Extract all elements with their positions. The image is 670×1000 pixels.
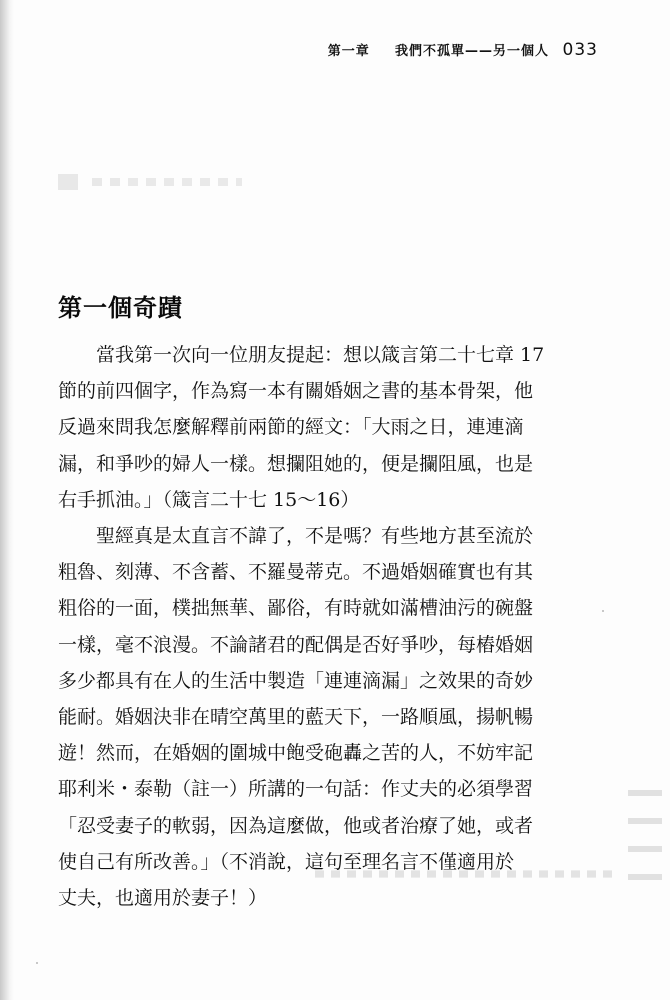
section-heading: 第一個奇蹟 — [58, 293, 183, 322]
text-line: 節的前四個字，作為寫一本有關婚姻之書的基本骨架，他 — [58, 380, 534, 403]
text-line: 反過來問我怎麼解釋前兩節的經文：「大雨之日，連連滴 — [58, 416, 524, 439]
bleed-through-right — [628, 790, 662, 880]
bleed-through-mark — [58, 174, 78, 190]
text-line: 使自己有所改善。」（不消說，這句至理名言不僅適用於 — [58, 850, 515, 873]
body-text — [58, 337, 553, 916]
text-line: 耶利米・泰勒（註一）所講的一句話：作丈夫的必須學習 — [58, 778, 534, 801]
text-line: 粗俗的一面，樸拙無華、鄙俗，有時就如滿槽油污的碗盤 — [58, 597, 534, 620]
running-header — [328, 40, 598, 60]
scan-speck — [602, 610, 604, 612]
paragraph-2 — [58, 518, 553, 916]
header-title: 我們不孤單——另一個人 — [394, 44, 549, 59]
text-line: 「忍受妻子的軟弱，因為這麼做，他或者治療了她，或者 — [58, 814, 534, 837]
text-line: 丈夫，也適用於妻子！） — [58, 887, 268, 910]
text-line: 右手抓油。」（箴言二十七 15～16） — [58, 488, 360, 511]
text-line: 遊！然而，在婚姻的圍城中飽受砲轟之苦的人，不妨牢記 — [58, 742, 534, 765]
bleed-through-mark — [92, 178, 242, 186]
text-line: 當我第一次向一位朋友提起：想以箴言第二十七章 17 — [96, 344, 545, 366]
scan-speck — [36, 962, 38, 964]
bleed-through-top — [58, 168, 298, 194]
text-line: 聖經真是太直言不諱了，不是嗎？有些地方甚至流於 — [96, 525, 534, 548]
text-line: 一樣，毫不浪漫。不論諸君的配偶是否好爭吵，每樁婚姻 — [58, 633, 534, 656]
text-line: 粗魯、刻薄、不含蓄、不羅曼蒂克。不過婚姻確實也有其 — [58, 561, 534, 584]
text-line: 多少都具有在人的生活中製造「連連滴漏」之效果的奇妙 — [58, 669, 534, 692]
header-chapter: 第一章 — [327, 44, 370, 59]
text-line: 漏，和爭吵的婦人一樣。想攔阻她的，便是攔阻風，也是 — [58, 452, 534, 475]
paragraph-1 — [58, 337, 553, 518]
text-line: 能耐。婚姻決非在晴空萬里的藍天下，一路順風，揚帆暢 — [58, 706, 534, 729]
page-gutter-shadow — [0, 0, 14, 1000]
page-number: 033 — [562, 40, 598, 60]
